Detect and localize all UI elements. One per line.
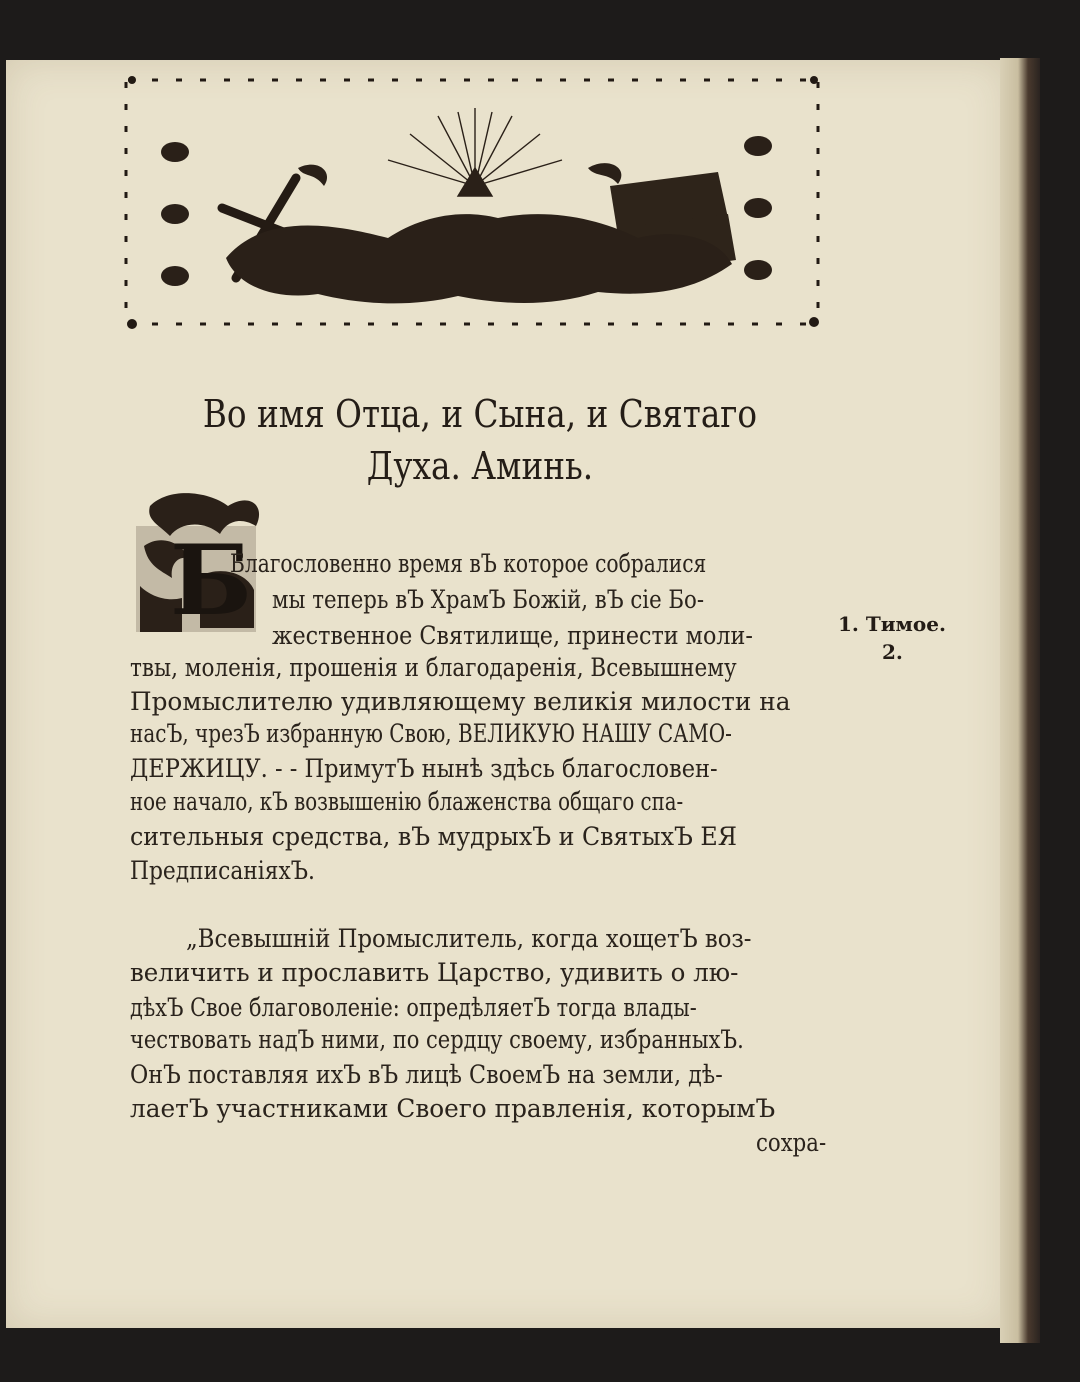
paragraph-1-line: мы теперь вЪ ХрамЪ Божій, вЪ сіе Бо-	[272, 585, 705, 614]
headpiece-ornament	[118, 68, 830, 336]
paragraph-1-line: Промыслителю удивляющему великія милости на	[130, 687, 791, 716]
paragraph-2-line: чествовать надЪ ними, по сердцу своему, избранныхЪ.	[130, 1025, 744, 1054]
paragraph-1-line: Благословенно время вЪ которое собралися	[230, 549, 707, 578]
margin-note-line-2: 2.	[882, 640, 903, 664]
paragraph-1-line: ДЕРЖИЦУ. - - ПримутЪ нынѣ здѣсь благословен-	[130, 754, 718, 783]
paragraph-2-line: ОнЪ поставляя ихЪ вЪ лицѣ СвоемЪ на земли, дѣ-	[130, 1060, 723, 1089]
paragraph-1-line: жественное Святилище, принести моли-	[272, 621, 753, 650]
radiant-eye-icon	[388, 108, 562, 196]
drop-cap-letter: Б	[170, 524, 253, 637]
paragraph-2-line: дѣхЪ Свое благоволеніе: опредѣляетЪ тогда влады-	[130, 993, 697, 1022]
paragraph-1-line: насЪ, чрезЪ избранную Свою, ВЕЛИКУЮ НАШУ САМО-	[130, 719, 732, 748]
invocation-heading	[170, 388, 789, 492]
paragraph-1-line: ное начало, кЪ возвышенію блаженства общаго спа-	[130, 787, 684, 816]
paragraph-2-line: величить и прославить Царство, удивить о лю-	[130, 958, 739, 987]
catchword: сохра-	[756, 1128, 827, 1157]
paragraph-1-line: сительныя средства, вЪ мудрыхЪ и СвятыхЪ ЕЯ	[130, 822, 737, 851]
page-edge	[1000, 58, 1040, 1343]
heading-line-2: Духа. Аминь.	[366, 444, 594, 488]
heading-line-1: Во имя Отца, и Сына, и Святаго	[202, 392, 758, 436]
margin-note-line-1: 1. Тимое.	[838, 612, 946, 636]
paragraph-1-line: ПредписаніяхЪ.	[130, 856, 315, 885]
paragraph-1-line: твы, моленія, прошенія и благодаренія, Всевышнему	[130, 653, 737, 682]
paragraph-2-line: лаетЪ участниками Своего правленія, которымЪ	[130, 1094, 776, 1123]
paragraph-2-line: „Всевышній Промыслитель, когда хощетЪ воз-	[186, 924, 752, 953]
